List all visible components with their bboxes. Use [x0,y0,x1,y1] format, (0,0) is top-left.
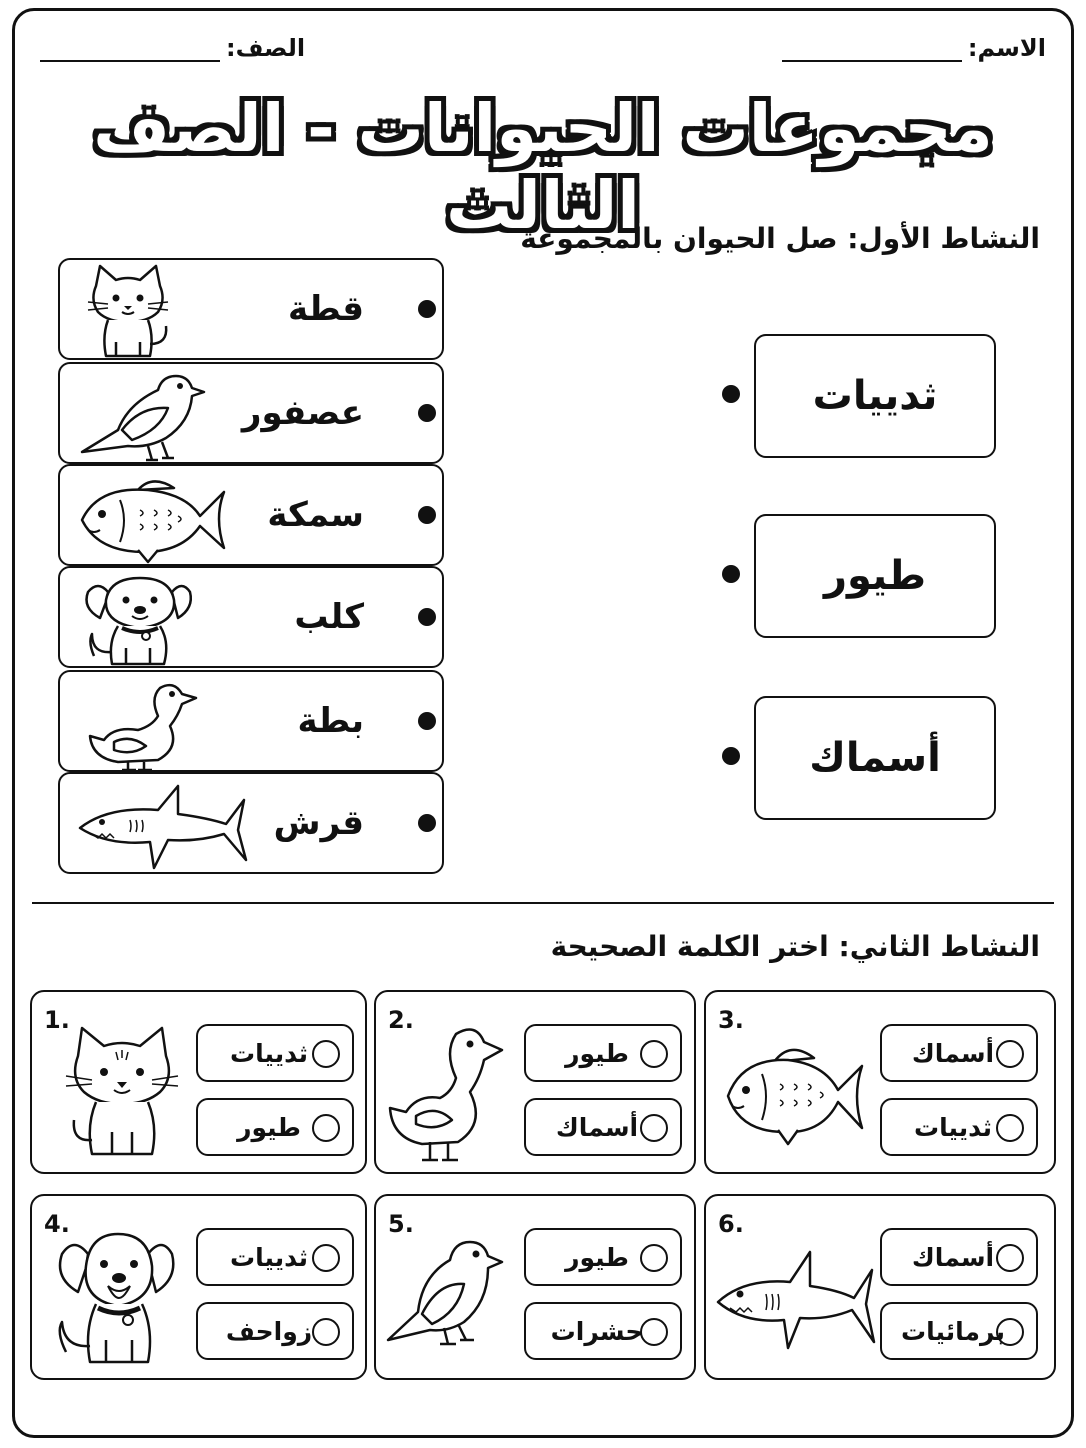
animal-name: عصفور [241,393,364,433]
animal-box-shark[interactable] [58,772,444,874]
activity2-title: النشاط الثاني: اختر الكلمة الصحيحة [550,930,1040,963]
option-insects[interactable] [524,1302,682,1360]
animal-box-cat[interactable] [58,258,444,360]
radio-button[interactable] [996,1244,1024,1272]
animal-box-sparrow[interactable] [58,362,444,464]
group-dot-mammals[interactable] [722,385,740,403]
radio-button[interactable] [996,1318,1024,1346]
option-label: حشرات [550,1316,644,1346]
animal-name: كلب [294,597,364,637]
question-card-3 [704,990,1056,1174]
radio-button[interactable] [312,1244,340,1272]
question-number: 1. [44,1006,70,1034]
page-title: مجموعات الحيوانات - الصف الثالث [93,90,993,244]
option-label: أسماك [911,1038,995,1068]
duck-icon [78,676,198,770]
radio-button[interactable] [640,1040,668,1068]
question-card-4 [30,1194,367,1380]
animal-box-dog[interactable] [58,566,444,668]
sparrow-icon [78,368,208,462]
question-card-6 [704,1194,1056,1380]
option-fish[interactable] [524,1098,682,1156]
animal-name: سمكة [267,495,364,535]
option-birds[interactable] [196,1098,354,1156]
option-birds[interactable] [524,1024,682,1082]
option-reptiles[interactable] [196,1302,354,1360]
option-label: زواحف [225,1316,313,1346]
name-label: الاسم: [967,34,1046,62]
animal-name: بطة [297,701,364,741]
radio-button[interactable] [312,1318,340,1346]
class-field[interactable] [40,34,305,62]
dog-icon [48,1226,184,1366]
group-dot-fish[interactable] [722,747,740,765]
cat-icon [62,1022,182,1158]
radio-button[interactable] [312,1114,340,1142]
option-fish[interactable] [880,1228,1038,1286]
animal-box-fish[interactable] [58,464,444,566]
class-label: الصف: [226,34,306,62]
option-label: أسماك [911,1242,995,1272]
dog-icon [78,572,198,666]
group-box-mammals[interactable]: ثدييات [754,334,996,458]
option-label: ثدييات [230,1038,308,1068]
question-number: 3. [718,1006,744,1034]
animal-box-duck[interactable] [58,670,444,772]
option-label: طيور [565,1038,629,1068]
shark-icon [716,1246,876,1354]
match-dot[interactable] [418,404,436,422]
fish-icon [78,470,228,564]
match-dot[interactable] [418,506,436,524]
option-label: طيور [565,1242,629,1272]
radio-button[interactable] [640,1318,668,1346]
question-number: 5. [388,1210,414,1238]
group-dot-birds[interactable] [722,565,740,583]
class-line[interactable] [40,38,220,62]
match-dot[interactable] [418,608,436,626]
sparrow-icon [384,1236,504,1352]
match-dot[interactable] [418,712,436,730]
name-line[interactable] [782,38,962,62]
question-number: 6. [718,1210,744,1238]
option-label: طيور [237,1112,301,1142]
option-mammals[interactable] [196,1024,354,1082]
cat-icon [78,264,178,358]
radio-button[interactable] [640,1244,668,1272]
group-box-fish[interactable]: أسماك [754,696,996,820]
question-card-1 [30,990,367,1174]
radio-button[interactable] [640,1114,668,1142]
animal-name: قرش [273,803,364,843]
group-box-birds[interactable]: طيور [754,514,996,638]
question-card-5 [374,1194,696,1380]
radio-button[interactable] [996,1114,1024,1142]
option-birds[interactable] [524,1228,682,1286]
option-amphibians[interactable] [880,1302,1038,1360]
duck-icon [386,1020,506,1166]
match-dot[interactable] [418,300,436,318]
option-mammals[interactable] [880,1098,1038,1156]
question-number: 4. [44,1210,70,1238]
option-fish[interactable] [880,1024,1038,1082]
match-dot[interactable] [418,814,436,832]
option-label: برمائيات [901,1316,1005,1346]
option-label: ثدييات [230,1242,308,1272]
question-number: 2. [388,1006,414,1034]
option-mammals[interactable] [196,1228,354,1286]
animal-name: قطة [287,289,364,329]
radio-button[interactable] [312,1040,340,1068]
option-label: ثدييات [914,1112,992,1142]
activity1-title: النشاط الأول: صل الحيوان بالمجموعة [520,222,1040,255]
section-divider [32,902,1054,904]
option-label: أسماك [555,1112,639,1142]
question-card-2 [374,990,696,1174]
name-field[interactable] [782,34,1046,62]
shark-icon [78,778,248,872]
fish-icon [724,1036,866,1146]
radio-button[interactable] [996,1040,1024,1068]
